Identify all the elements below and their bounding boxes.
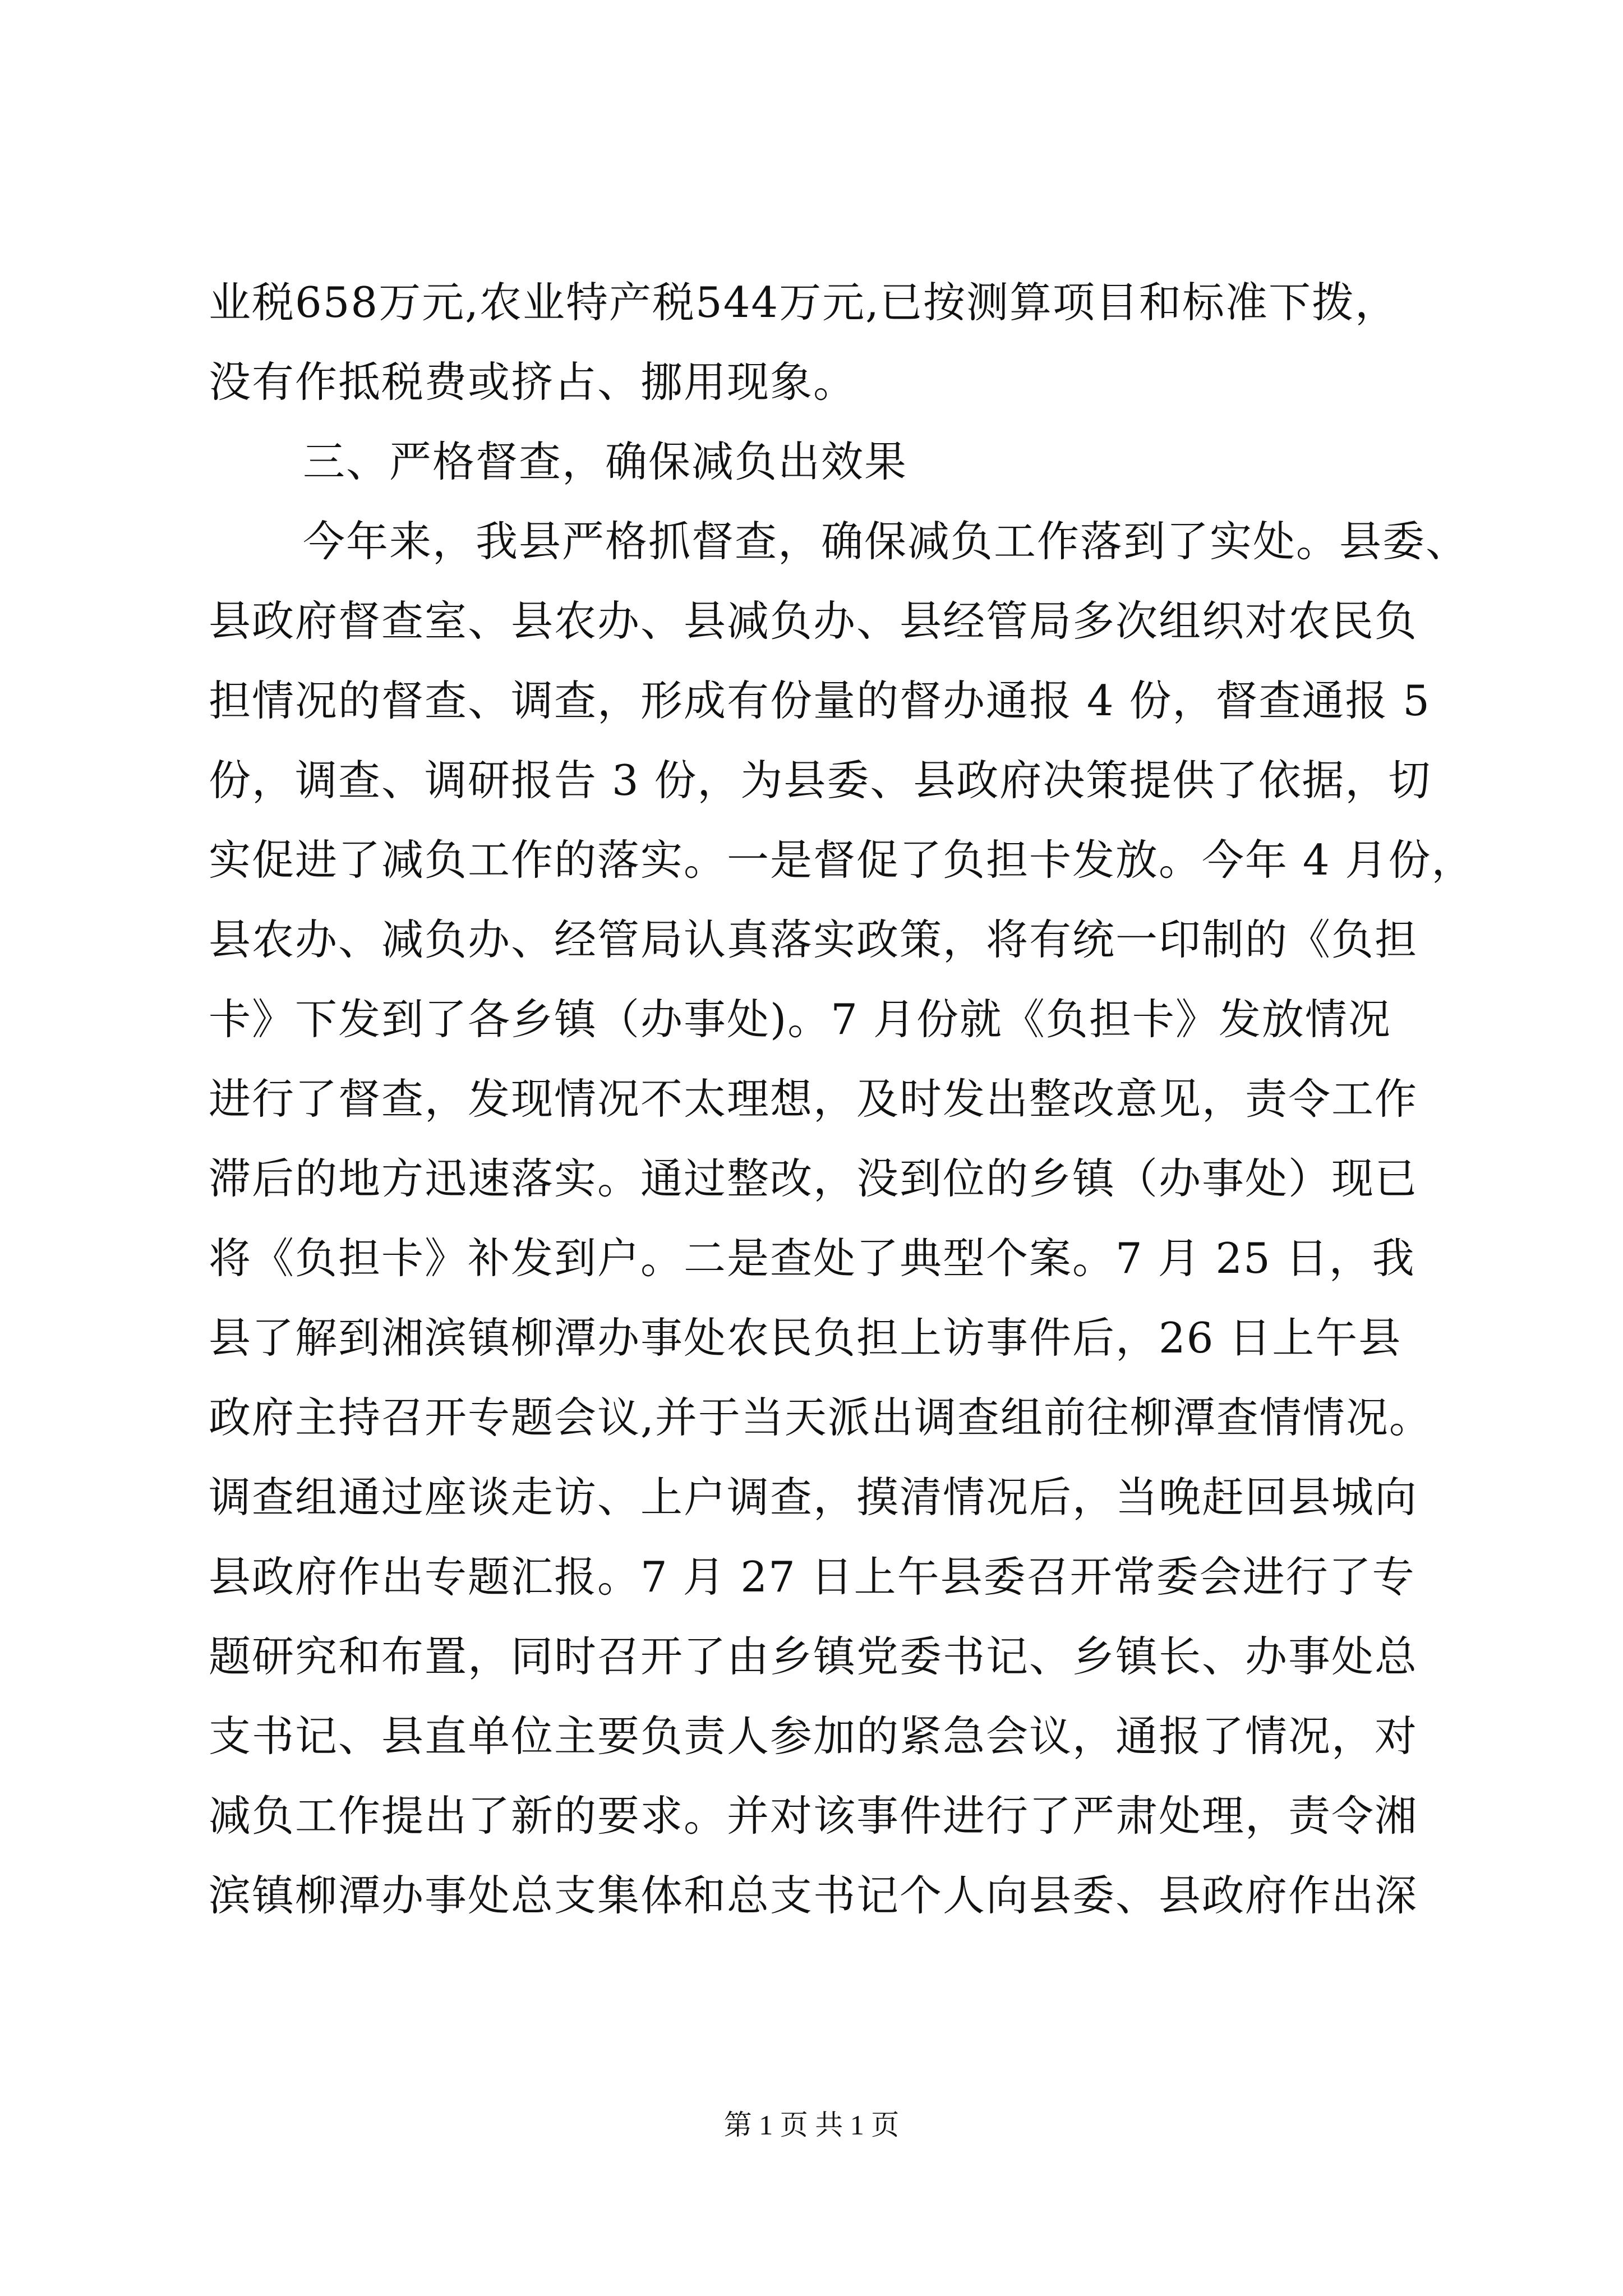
text-line: 进行了督查，发现情况不太理想，及时发出整改意见，责令工作 xyxy=(209,1074,1418,1124)
text-line: 支书记、县直单位主要负责人参加的紧急会议，通报了情况，对 xyxy=(209,1711,1418,1761)
text-line: 滞后的地方迅速落实。通过整改，没到位的乡镇（办事处）现已 xyxy=(209,1154,1418,1203)
text-line: 滨镇柳潭办事处总支集体和总支书记个人向县委、县政府作出深 xyxy=(209,1871,1418,1920)
text-line: 县政府作出专题汇报。7 月 27 日上午县委召开常委会进行了专 xyxy=(209,1552,1415,1602)
section-heading: 三、严格督查，确保减负出效果 xyxy=(303,437,908,486)
text-line: 份，调查、调研报告 3 份，为县委、县政府决策提供了依据，切 xyxy=(209,756,1432,805)
page-number-label: 第 1 页 共 1 页 xyxy=(723,2109,900,2141)
text-line: 将《负担卡》补发到户。二是查处了典型个案。7 月 25 日，我 xyxy=(209,1234,1415,1283)
text-line: 卡》下发到了各乡镇（办事处)。7 月份就《负担卡》发放情况 xyxy=(209,995,1391,1044)
text-line: 县政府督查室、县农办、县减负办、县经管局多次组织对农民负 xyxy=(209,596,1418,646)
text-line: 题研究和布置，同时召开了由乡镇党委书记、乡镇长、办事处总 xyxy=(209,1632,1418,1681)
text-line: 政府主持召开专题会议,并于当天派出调查组前往柳潭查情情况。 xyxy=(209,1393,1432,1442)
text-line: 县了解到湘滨镇柳潭办事处农民负担上访事件后，26 日上午县 xyxy=(209,1313,1402,1363)
text-line: 调查组通过座谈走访、上户调查，摸清情况后，当晚赶回县城向 xyxy=(209,1473,1418,1522)
text-line: 业税658万元,农业特产税544万元,已按测算项目和标准下拨， xyxy=(209,278,1398,327)
text-line: 减负工作提出了新的要求。并对该事件进行了严肃处理，责令湘 xyxy=(209,1791,1418,1841)
text-line: 实促进了减负工作的落实。一是督促了负担卡发放。今年 4 月份， xyxy=(209,835,1475,885)
document-body xyxy=(209,263,1475,1935)
text-line: 县农办、减负办、经管局认真落实政策，将有统一印制的《负担 xyxy=(209,915,1418,964)
page-footer xyxy=(0,2108,1623,2142)
paragraph-first-line: 今年来，我县严格抓督查，确保减负工作落到了实处。县委、 xyxy=(303,517,1469,566)
text-line: 没有作抵税费或挤占、挪用现象。 xyxy=(209,357,857,407)
text-line: 担情况的督查、调查，形成有份量的督办通报 4 份，督查通报 5 xyxy=(209,676,1431,725)
